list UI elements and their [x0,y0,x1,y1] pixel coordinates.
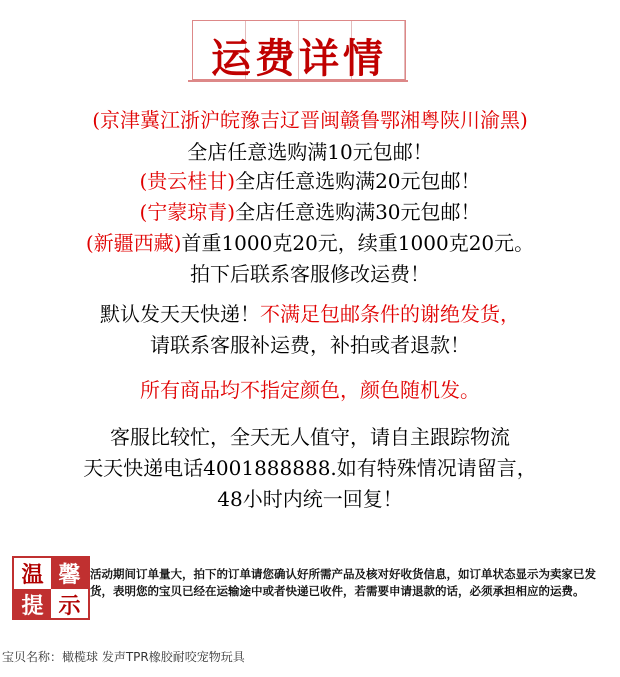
free-shipping-30-line [0,196,620,225]
service-busy-note: 客服比较忙，全天无人值守，请自主跟踪物流 [110,425,510,449]
random-color-note: 所有商品均不指定颜色，颜色随机发。 [140,378,480,402]
free-shipping-20-line [0,165,620,194]
default-courier-line [0,298,620,327]
reply-note: 48小时内统一回复！ [217,487,403,511]
free-shipping-20: 全店任意选购满20元包邮！ [235,169,481,193]
free-shipping-10: 全店任意选购满10元包邮！ [187,140,433,164]
notice-badge-char: 示 [58,593,81,619]
contact-service-note: 请联系客服补运费，补拍或者退款！ [150,333,470,357]
notice-badge [12,556,90,620]
region-group-ningmeng: (宁蒙琼青) [139,200,236,224]
courier-phone-note: 天天快递电话4001888888.如有特殊情况请留言， [83,456,537,480]
refuse-shipping: 不满足包邮条件的谢绝发货， [260,302,520,326]
page-title: 运费详情 [211,35,387,82]
default-courier: 默认发天天快递！ [100,302,260,326]
title-banner [192,20,406,80]
xinjiang-tibet-line [0,227,620,256]
product-name: 宝贝名称：橄榄球 发声TPR橡胶耐咬宠物玩具 [2,650,245,664]
notice-text: 活动期间订单量大，拍下的订单请您确认好所需产品及核对好收货信息，如订单状态显示为卖家已发货，表明您的宝贝已经在运输途中或者快递已收件，若需要申请退款的话，必须承担相应的运费。 [90,567,596,598]
notice-badge-char: 馨 [51,558,88,589]
free-shipping-30: 全店任意选购满30元包邮！ [235,200,481,224]
region-group-guiyun: (贵云桂甘) [139,169,236,193]
region-group-xinjiang: (新疆西藏) [85,231,182,255]
region-list-free-shipping: (京津冀江浙沪皖豫吉辽晋闽赣鲁鄂湘粤陕川渝黑) [92,108,528,132]
notice-badge-char: 温 [21,562,44,588]
modify-shipping-note: 拍下后联系客服修改运费！ [190,262,430,286]
notice-badge-char: 提 [14,589,51,620]
xinjiang-tibet-rate: 首重1000克20元，续重1000克20元。 [181,231,535,255]
